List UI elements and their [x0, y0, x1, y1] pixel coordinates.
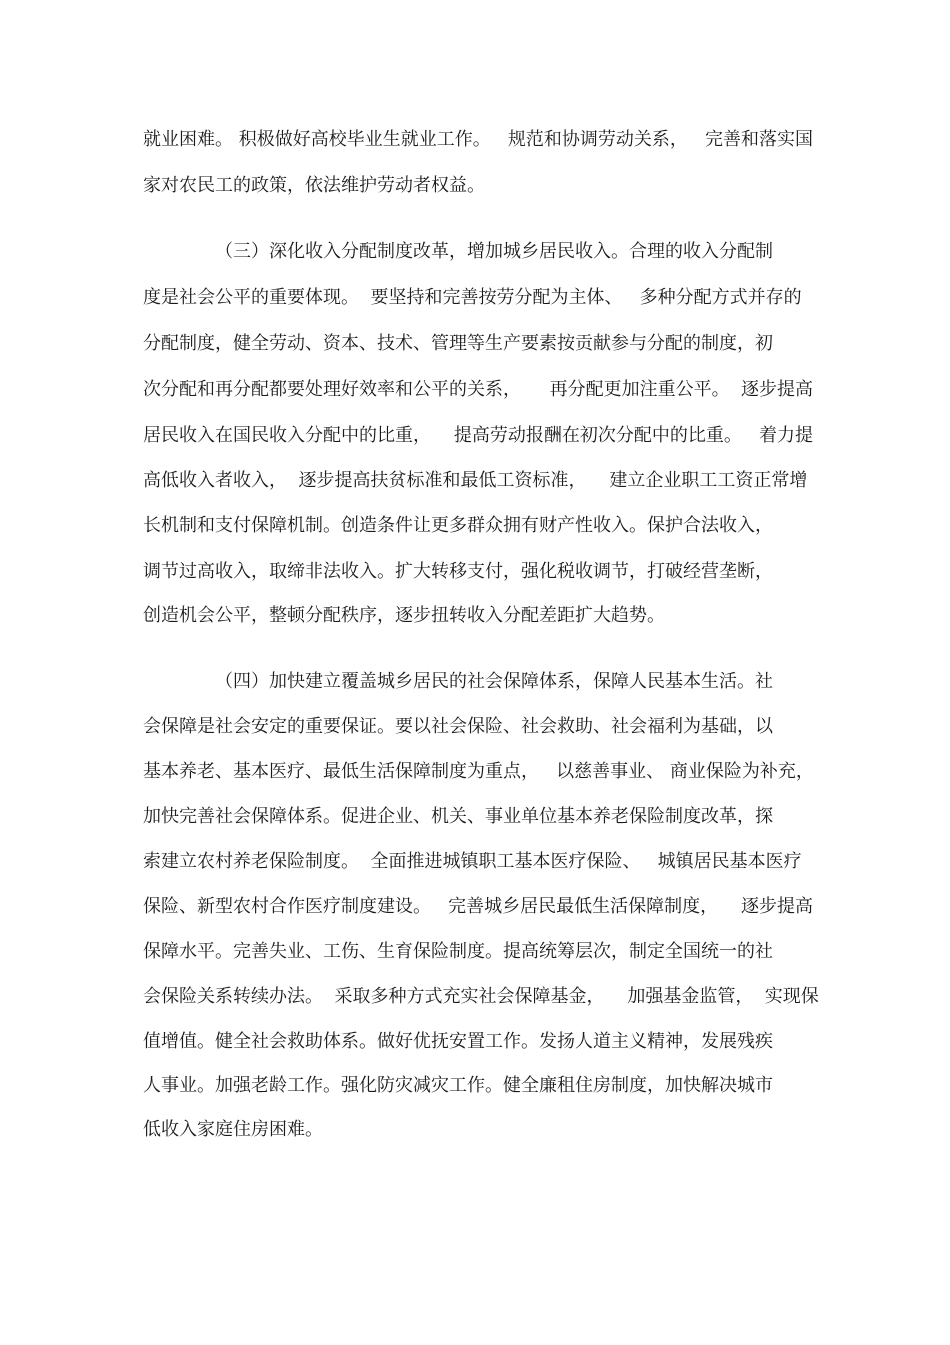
paragraph-line: 次分配和再分配都要处理好效率和公平的关系， 再分配更加注重公平。 逐步提高 — [143, 379, 814, 400]
paragraph-line: 家对农民工的政策，依法维护劳动者权益。 — [143, 175, 485, 196]
paragraph-line: 会保险关系转续办法。 采取多种方式充实社会保障基金， 加强基金监管， 实现保 — [143, 986, 819, 1007]
paragraph-line: 索建立农村养老保险制度。 全面推进城镇职工基本医疗保险、 城镇居民基本医疗 — [143, 851, 802, 872]
paragraph-line: 调节过高收入，取缔非法收入。扩大转移支付，强化税收调节，打破经营垄断， — [143, 561, 773, 582]
paragraph-line: 加快完善社会保障体系。促进企业、机关、事业单位基本养老保险制度改革，探 — [143, 806, 773, 827]
paragraph-line: 度是社会公平的重要体现。 要坚持和完善按劳分配为主体、 多种分配方式并存的 — [143, 287, 802, 308]
paragraph-line: 值增值。健全社会救助体系。做好优抚安置工作。发扬人道主义精神，发展残疾 — [143, 1031, 773, 1052]
paragraph-line: 保障水平。完善失业、工伤、生育保险制度。提高统筹层次，制定全国统一的社 — [143, 941, 773, 962]
paragraph-line: 长机制和支付保障机制。创造条件让更多群众拥有财产性收入。保护合法收入， — [143, 515, 773, 536]
paragraph-line: 基本养老、基本医疗、最低生活保障制度为重点， 以慈善事业、 商业保险为补充， — [143, 761, 814, 782]
paragraph-line: （三）深化收入分配制度改革，增加城乡居民收入。合理的收入分配制 — [215, 241, 773, 262]
paragraph-line: 人事业。加强老龄工作。强化防灾减灾工作。健全廉租住房制度，加快解决城市 — [143, 1075, 773, 1096]
paragraph-line: 创造机会公平，整顿分配秩序，逐步扭转收入分配差距扩大趋势。 — [143, 605, 665, 626]
paragraph-line: 就业困难。 积极做好高校毕业生就业工作。 规范和协调劳动关系， 完善和落实国 — [143, 129, 814, 150]
paragraph-line: 低收入家庭住房困难。 — [143, 1119, 323, 1140]
paragraph-line: 会保障是社会安定的重要保证。要以社会保险、社会救助、社会福利为基础，以 — [143, 716, 773, 737]
paragraph-line: （四）加快建立覆盖城乡居民的社会保障体系，保障人民基本生活。社 — [215, 671, 773, 692]
paragraph-line: 居民收入在国民收入分配中的比重， 提高劳动报酬在初次分配中的比重。 着力提 — [143, 425, 814, 446]
paragraph-line: 高低收入者收入， 逐步提高扶贫标准和最低工资标准， 建立企业职工工资正常增 — [143, 470, 808, 491]
paragraph-line: 保险、新型农村合作医疗制度建设。 完善城乡居民最低生活保障制度， 逐步提高 — [143, 896, 814, 917]
paragraph-line: 分配制度，健全劳动、资本、技术、管理等生产要素按贡献参与分配的制度，初 — [143, 333, 773, 354]
